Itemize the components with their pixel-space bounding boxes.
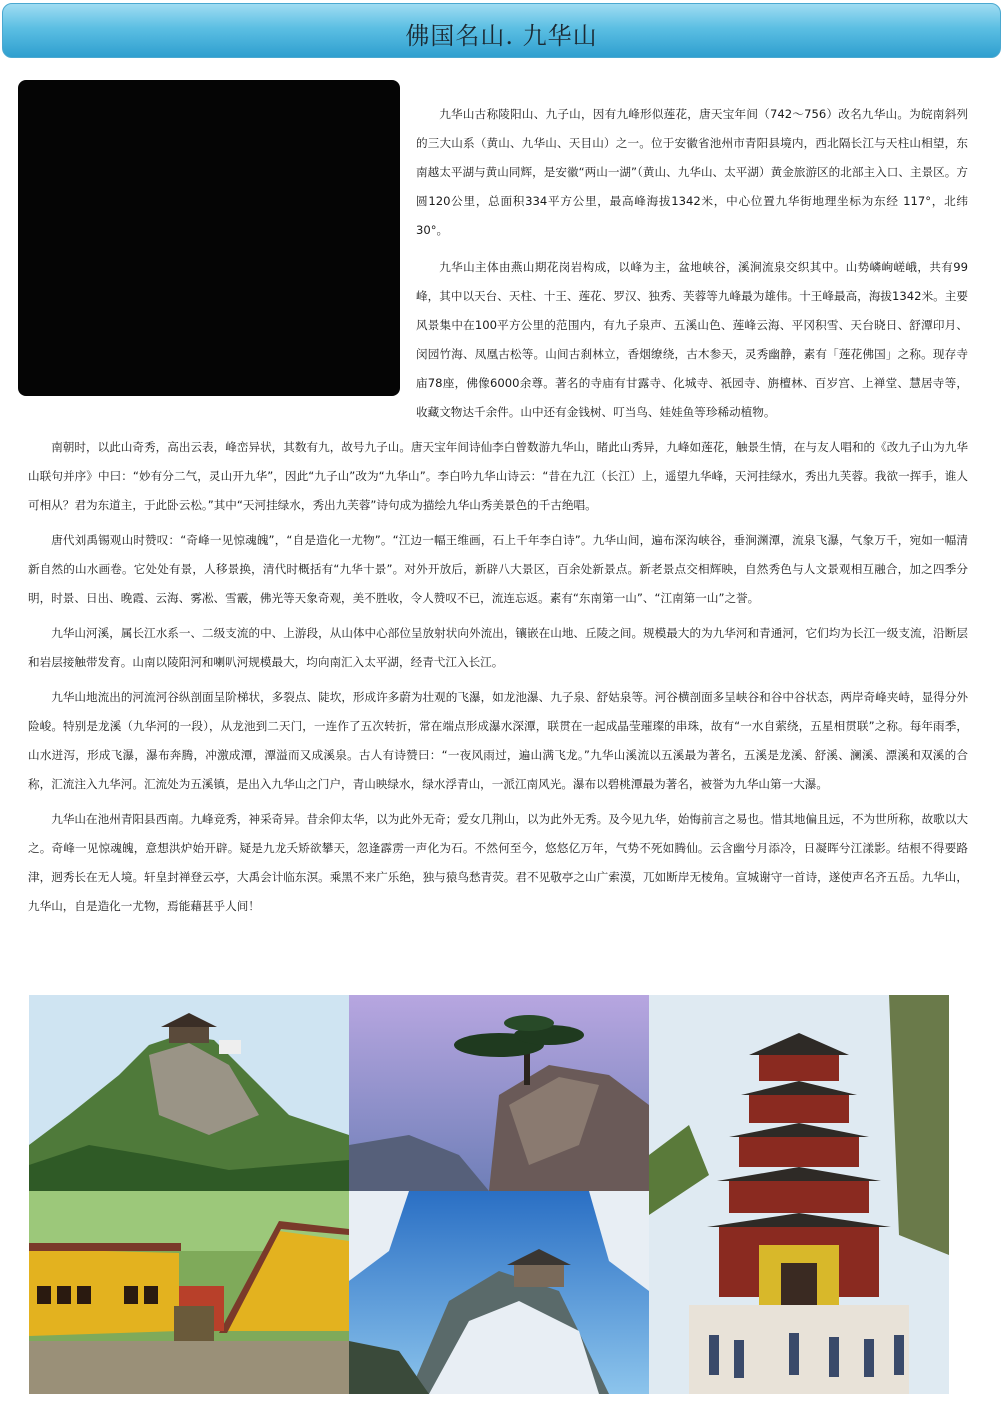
mountain-temple-peak-photo [29,995,349,1191]
page-title: 佛国名山. 九华山 [405,22,598,50]
article-paragraph-6: 九华山地流出的河流河谷纵剖面呈阶梯状，多裂点、陡坎，形成许多蔚为壮观的飞瀑，如龙池瀑、九子泉、舒姑泉等。河谷横剖面多呈峡谷和谷中谷状态，两岸奇峰夹峙，显得分外险峻。特别是龙溪（九华河的一段），从龙池到二天门，一连作了五次转折，常在端点形成瀑水深潭，联贯在一起成晶莹璀璨的串珠，故有“一水自萦绕，五星相贯联”之称。每年雨季，山水迸泻，形成飞瀑，瀑布奔腾，冲激成潭，潭溢而又成溪泉。古人有诗赞曰：“一夜风雨过，遍山满飞龙。”九华山溪流以五溪最为著名，五溪是龙溪、舒溪、澜溪、漂溪和双溪的合称，汇流注入九华河。汇流处为五溪镇，是出入九华山之门户，青山映绿水，绿水浮青山，一派江南风光。瀑布以碧桃潭最为著名，被誉为九华山第一大瀑。 [28,690,968,791]
pine-on-cliff-photo [349,995,649,1191]
article-paragraph-7: 九华山在池州青阳县西南。九峰竞秀，神采奇异。昔余仰太华，以为此外无奇；爱女几荆山，以为此外无秀。及今见九华，始悔前言之易也。惜其地偏且远，不为世所称，故歌以大之。奇峰一见惊魂魄，意想洪炉始开辟。疑是九龙夭矫欲攀天，忽逢霹雳一声化为石。不然何至今，悠悠亿万年，气势不死如腾仙。云含幽兮月添冷，日凝晖兮江漾影。结根不得要路津，迥秀长在无人境。轩皇封禅登云亭，大禹会计临东溟。乘黑不来广乐绝，独与猿鸟愁青荧。君不见敬亭之山广索漠，兀如断岸无棱角。宣城谢守一首诗，遂使声名齐五岳。九华山，九华山，自是造化一尤物，焉能藉甚乎人间！ [28,812,968,913]
article-paragraph-4: 唐代刘禹锡观山时赞叹：“奇峰一见惊魂魄”，“自是造化一尤物”。“江边一幅王维画，石上千年李白诗”。九华山间，遍布深沟峡谷，垂涧渊潭，流泉飞瀑，气象万千，宛如一幅清新自然的山水画卷。它处处有景，人移景换，清代时概括有“九华十景”。对外开放后，新辟八大景区，百余处新景点。新老景点交相辉映，自然秀色与人文景观相互融合，加之四季分明，时景、日出、晚霞、云海、雾凇、雪霰，佛光等天象奇观，美不胜收，令人赞叹不已，流连忘返。素有“东南第一山”、“江南第一山”之誉。 [28,533,968,605]
video-spacer [28,100,410,400]
article-paragraph-3: 南朝时，以此山奇秀，高出云表，峰峦异状，其数有九，故号九子山。唐天宝年间诗仙李白曾数游九华山，睹此山秀异，九峰如莲花，触景生情，在与友人唱和的《改九子山为九华山联句并序》中曰：“妙有分二气，灵山开九华”，因此“九子山”改为“九华山”。李白吟九华山诗云：“昔在九江（长江）上，遥望九华峰，天河挂绿水，秀出九芙蓉。我欲一挥手，谁人可相从？君为东道主，于此卧云松。”其中“天河挂绿水，秀出九芙蓉”诗句成为描绘九华山秀美景色的千古绝唱。 [28,440,968,512]
snowy-mountain-temple-photo [349,1191,649,1394]
article-paragraph-2: 九华山主体由燕山期花岗岩构成，以峰为主，盆地峡谷，溪涧流泉交织其中。山势嶙峋嵯峨，共有99峰，其中以天台、天柱、十王、莲花、罗汉、独秀、芙蓉等九峰最为雄伟。十王峰最高，海拔1342米。主要风景集中在100平方公里的范围内，有九子泉声、五溪山色、莲峰云海、平冈积雪、天台晓日、舒潭印月、闵园竹海、凤凰古松等。山间古刹林立，香烟缭绕，古木参天，灵秀幽静，素有「莲花佛国」之称。现存寺庙78座，佛像6000余尊。著名的寺庙有甘露寺、化城寺、祇园寺、旃檀林、百岁宫、上禅堂、慧居寺等，收藏文物达千余件。山中还有金钱树、叮当鸟、娃娃鱼等珍稀动植物。 [416,260,968,419]
article-body [28,100,968,927]
title-banner [2,3,1001,58]
article-paragraph-5: 九华山河溪，属长江水系一、二级支流的中、上游段，从山体中心部位呈放射状向外流出，镶嵌在山地、丘陵之间。规模最大的为九华河和青通河，它们均为长江一级支流，沿断层和岩层接触带发育。山南以陵阳河和喇叭河规模最大，均向南汇入太平湖，经青弋江入长江。 [28,626,968,669]
yellow-temple-walls-photo [29,1191,349,1394]
photo-gallery [29,995,949,1394]
pagoda-temple-photo [649,995,949,1394]
article-paragraph-1: 九华山古称陵阳山、九子山，因有九峰形似莲花，唐天宝年间（742～756）改名九华山。为皖南斜列的三大山系（黄山、九华山、天目山）之一。位于安徽省池州市青阳县境内，西北隔长江与天柱山相望，东南越太平湖与黄山同辉，是安徽“两山一湖”（黄山、九华山、太平湖）黄金旅游区的北部主入口、主景区。方圆120公里，总面积334平方公里，最高峰海拔1342米，中心位置九华街地理坐标为东经 117°，北纬30°。 [416,107,968,237]
